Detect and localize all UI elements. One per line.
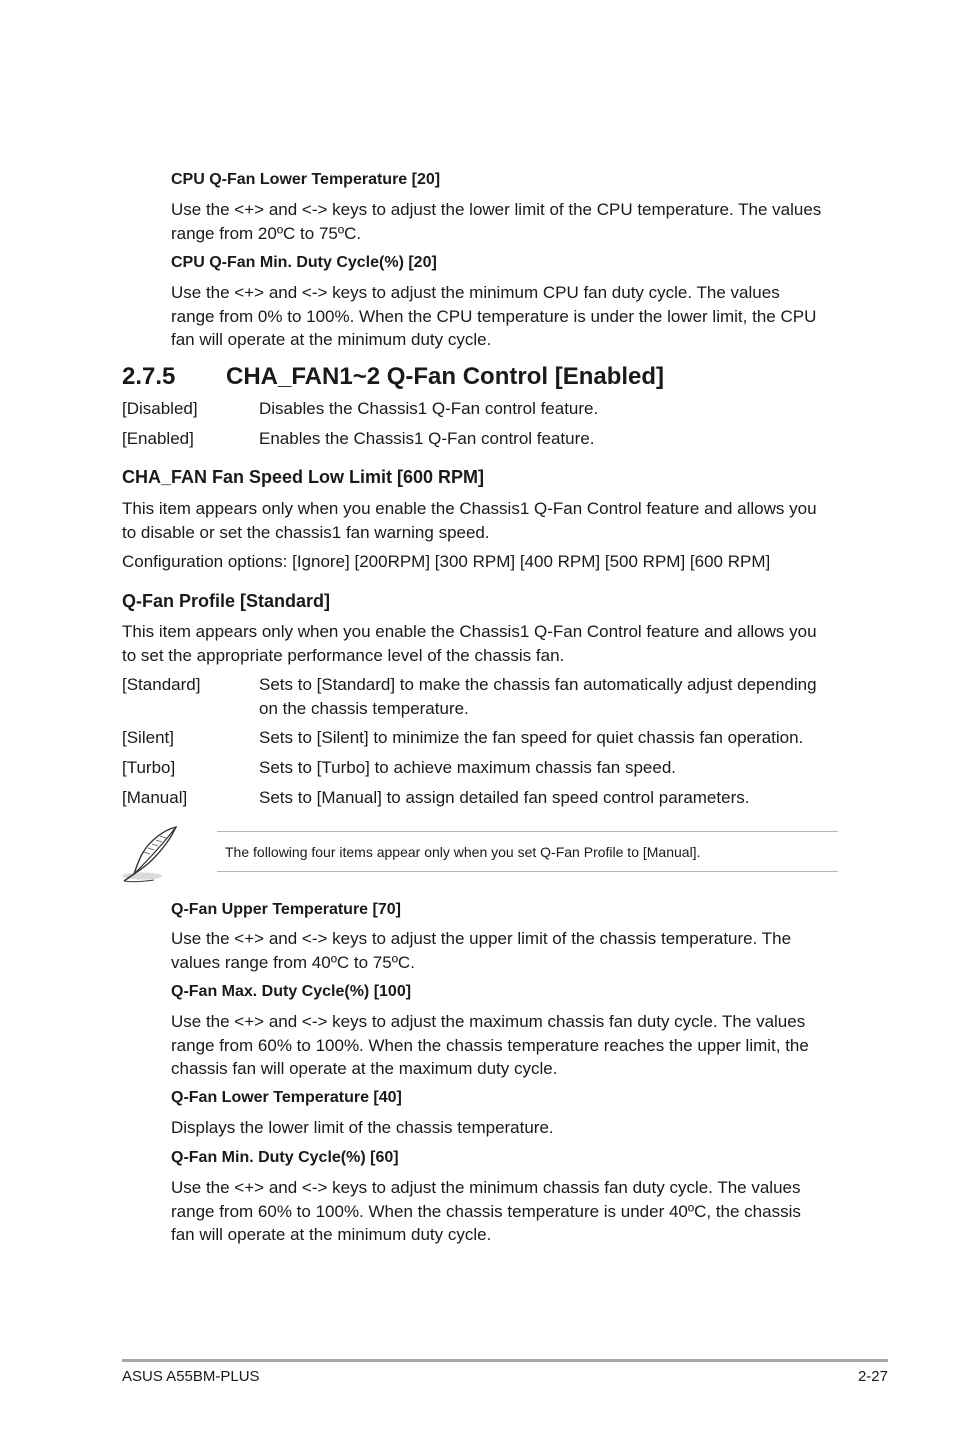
cpu-lower-temp-title: CPU Q-Fan Lower Temperature [20] <box>171 171 441 188</box>
footer-product-name: ASUS A55BM-PLUS <box>122 1368 260 1385</box>
feather-pen-icon <box>120 824 182 884</box>
min-duty-title: Q-Fan Min. Duty Cycle(%) [60] <box>171 1149 399 1166</box>
option-term-enabled: [Enabled] <box>122 429 194 448</box>
upper-temp-title: Q-Fan Upper Temperature [70] <box>171 901 401 918</box>
desc-line: Use the <+> and <-> keys to adjust the lower limit of the CPU temperature. The values <box>171 200 822 219</box>
lower-temp-title: Q-Fan Lower Temperature [40] <box>171 1089 402 1106</box>
note-text: The following four items appear only when you set Q-Fan Profile to [Manual]. <box>225 844 701 860</box>
section-title: CHA_FAN1~2 Q-Fan Control [Enabled] <box>226 363 665 390</box>
desc-line: fan will operate at the minimum duty cycle. <box>171 330 492 349</box>
desc-line: Use the <+> and <-> keys to adjust the upper limit of the chassis temperature. The <box>171 929 792 948</box>
desc-line: range from 60% to 100%. When the chassis temperature reaches the upper limit, the <box>171 1035 809 1055</box>
note-top-divider <box>217 831 838 832</box>
option-term-silent: [Silent] <box>122 728 174 747</box>
desc-line: Use the <+> and <-> keys to adjust the maximum chassis fan duty cycle. The values <box>171 1012 806 1031</box>
option-desc-silent: Sets to [Silent] to minimize the fan speed for quiet chassis fan operation. <box>259 728 804 747</box>
max-duty-title: Q-Fan Max. Duty Cycle(%) [100] <box>171 983 412 1000</box>
desc-line: Displays the lower limit of the chassis temperature. <box>171 1118 554 1137</box>
note-bottom-divider <box>217 871 838 872</box>
qfan-profile-desc <box>122 620 817 667</box>
option-desc-disabled: Disables the Chassis1 Q-Fan control feature. <box>259 399 599 418</box>
option-desc-standard <box>259 673 839 720</box>
cpu-lower-temp-desc <box>171 198 821 245</box>
footer-rule <box>122 1359 888 1362</box>
option-term-disabled: [Disabled] <box>122 399 198 418</box>
cpu-min-duty-desc <box>171 281 816 352</box>
section-number: 2.7.5 <box>122 363 176 390</box>
upper-temp-desc <box>171 927 791 974</box>
speed-low-limit-config: Configuration options: [Ignore] [200RPM] [300 RPM] [400 RPM] [500 RPM] [600 RPM] <box>122 552 771 571</box>
desc-line: Sets to [Standard] to make the chassis fan automatically adjust depending <box>259 675 817 694</box>
lower-temp-desc <box>171 1116 554 1140</box>
desc-line: to set the appropriate performance level of the chassis fan. <box>122 645 565 665</box>
cpu-min-duty-title: CPU Q-Fan Min. Duty Cycle(%) [20] <box>171 254 437 271</box>
option-term-standard: [Standard] <box>122 675 201 694</box>
option-desc-turbo: Sets to [Turbo] to achieve maximum chassis fan speed. <box>259 758 677 777</box>
option-term-manual: [Manual] <box>122 788 188 807</box>
option-desc-enabled: Enables the Chassis1 Q-Fan control feature. <box>259 429 595 448</box>
desc-line: fan will operate at the minimum duty cycle. <box>171 1225 492 1244</box>
min-duty-desc <box>171 1176 801 1247</box>
desc-line: chassis fan will operate at the maximum duty cycle. <box>171 1059 558 1078</box>
desc-line: range from 0% to 100%. When the CPU temperature is under the lower limit, the CPU <box>171 306 817 326</box>
desc-line: range from 60% to 100%. When the chassis temperature is under 40ºC, the chassis <box>171 1201 801 1221</box>
desc-line: Use the <+> and <-> keys to adjust the minimum chassis fan duty cycle. The values <box>171 1178 801 1197</box>
speed-low-limit-desc <box>122 497 817 544</box>
speed-low-limit-title: CHA_FAN Fan Speed Low Limit [600 RPM] <box>122 467 485 487</box>
desc-line: This item appears only when you enable the Chassis1 Q-Fan Control feature and allows you <box>122 499 817 518</box>
qfan-profile-title: Q-Fan Profile [Standard] <box>122 591 331 611</box>
max-duty-desc <box>171 1010 809 1081</box>
desc-line: to disable or set the chassis1 fan warning speed. <box>122 522 490 542</box>
desc-line: values range from 40ºC to 75ºC. <box>171 952 415 972</box>
footer-page-number: 2-27 <box>857 1368 888 1385</box>
desc-line: on the chassis temperature. <box>259 698 469 718</box>
option-term-turbo: [Turbo] <box>122 758 176 777</box>
desc-line: Use the <+> and <-> keys to adjust the minimum CPU fan duty cycle. The values <box>171 283 780 302</box>
option-desc-manual: Sets to [Manual] to assign detailed fan speed control parameters. <box>259 788 750 807</box>
desc-line: This item appears only when you enable the Chassis1 Q-Fan Control feature and allows you <box>122 622 817 641</box>
desc-line: range from 20ºC to 75ºC. <box>171 223 362 243</box>
